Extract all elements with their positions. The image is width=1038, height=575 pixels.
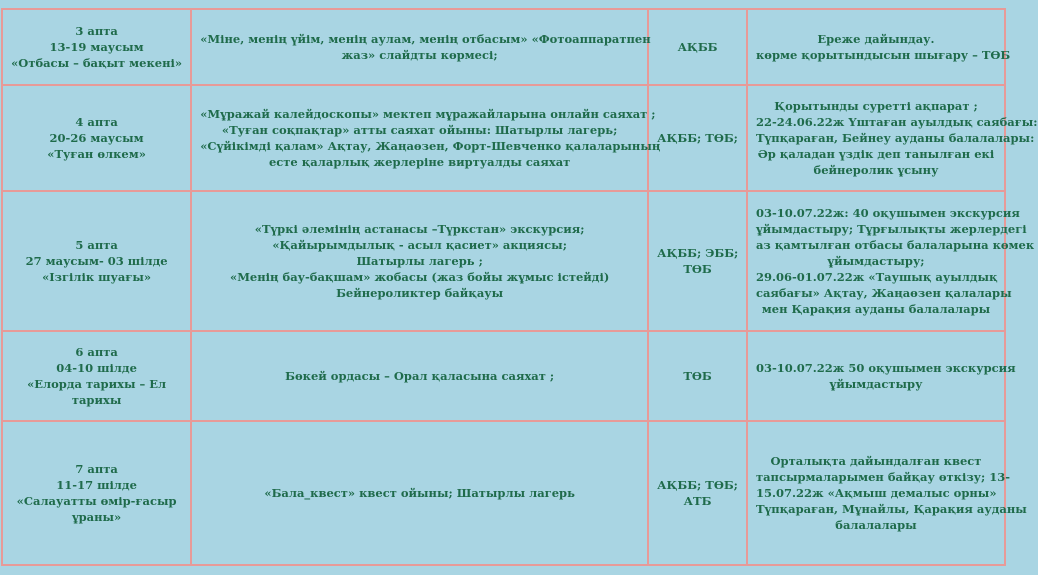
result-cell: 03-10.07.22ж: 40 оқушымен экскурсия ұйымдастыру; Тұрғылықты жерлердегі аз қамтылған отбасы балаларына көмек ұйымдастыру; 29.06-01.07.22ж «Таушық ауылдық саябағы» Ақтау, Жаңаөзен қалалары мен Қарақия ауданы балалалары bbox=[747, 191, 1005, 331]
week-cell: 5 апта 27 маусым- 03 шілде «Ізгілік шуағы» bbox=[2, 191, 191, 331]
events-cell: «Түркі әлемінің астанасы –Түркстан» экскурсия; «Қайырымдылық - асыл қасиет» акциясы; Шатырлы лагерь ; «Менің бау-бақшам» жобасы (жаз бойы жұмыс істейді) Бейнероликтер байқауы bbox=[191, 191, 648, 331]
week-cell: 4 апта 20-26 маусым «Туған өлкем» bbox=[2, 85, 191, 191]
responsible-cell: АҚББ; ТӨБ; АТБ bbox=[648, 421, 747, 565]
events-cell: Бөкей ордасы – Орал қаласына саяхат ; bbox=[191, 331, 648, 421]
week-cell: 6 апта 04-10 шілде «Елорда тарихы – Ел тарихы bbox=[2, 331, 191, 421]
events-cell: «Мұражай калейдоскопы» мектеп мұражайларына онлайн саяхат ; «Туған соқпақтар» атты саяхат ойыны: Шатырлы лагерь; «Сүйікімді қалам» Ақтау, Жаңаөзен, Форт-Шевченко қалаларының есте қаларлық жерлеріне виртуалды саяхат bbox=[191, 85, 648, 191]
responsible-cell: АҚББ bbox=[648, 9, 747, 85]
responsible-cell: АҚББ; ТӨБ; bbox=[648, 85, 747, 191]
schedule-table bbox=[1, 8, 1038, 566]
result-cell: Орталықта дайындалған квест тапсырмаларымен байқау өткізу; 13- 15.07.22ж «Ақмыш демалыс орны» Түпқараған, Мұнайлы, Қарақия ауданы балалалары bbox=[747, 421, 1005, 565]
table-row bbox=[2, 331, 1005, 421]
responsible-cell: ТӨБ bbox=[648, 331, 747, 421]
result-cell: 03-10.07.22ж 50 оқушымен экскурсия ұйымдастыру bbox=[747, 331, 1005, 421]
week-cell: 7 апта 11-17 шілде «Салауатты өмір-ғасыр ұраны» bbox=[2, 421, 191, 565]
table-row bbox=[2, 9, 1005, 85]
table-row bbox=[2, 191, 1005, 331]
table-row bbox=[2, 85, 1005, 191]
events-cell: «Міне, менің үйім, менің аулам, менің отбасым» «Фотоаппаратпен жаз» слайдты көрмесі; bbox=[191, 9, 648, 85]
table-row bbox=[2, 421, 1005, 565]
result-cell: Қорытынды суретті ақпарат ; 22-24.06.22ж Үштаған ауылдық саябағы: Түпқараған, Бейнеу ауданы балалалары: Әр қаладан үздік деп танылған екі бейнеролик ұсыну bbox=[747, 85, 1005, 191]
week-cell: 3 апта 13-19 маусым «Отбасы – бақыт мекені» bbox=[2, 9, 191, 85]
events-cell: «Бала_квест» квест ойыны; Шатырлы лагерь bbox=[191, 421, 648, 565]
responsible-cell: АҚББ; ЭББ; ТӨБ bbox=[648, 191, 747, 331]
result-cell: Ереже дайындау. көрме қорытындысын шығару – ТӨБ bbox=[747, 9, 1005, 85]
